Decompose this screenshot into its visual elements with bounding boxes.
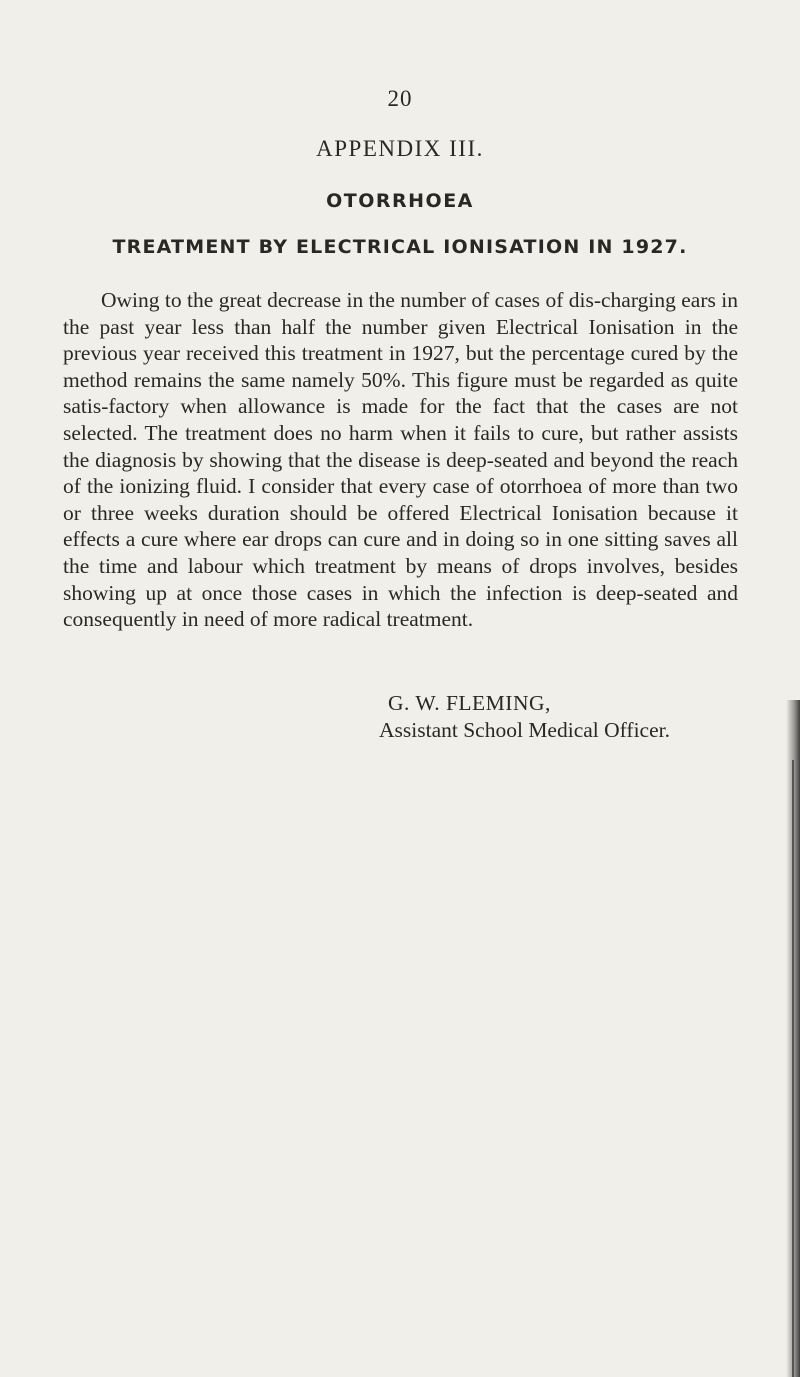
body-paragraph: Owing to the great decrease in the number of cases of dis-charging ears in the past year less than half the number given Electrical Ionisation in the previous year received this treatment in 1927, but the percentage cured by the method remains the same namely 50%. This figure must be regarded as quite satis-factory when allowance is made for the fact that the cases are not selected. The treatment does no harm when it fails to cure, but rather assists the diagnosis by showing that the disease is deep-seated and beyond the reach of the ionizing fluid. I consider that every case of otorrhoea of more than two or three weeks duration should be offered Electrical Ionisation because it effects a cure where ear drops can cure and in doing so in one sitting saves all the time and labour which treatment by means of drops involves, besides showing up at once those cases in which the infection is deep-seated and consequently in need of more radical treatment.: [63, 288, 738, 632]
appendix-heading: APPENDIX III.: [316, 136, 484, 161]
section-subheading: TREATMENT BY ELECTRICAL IONISATION IN 1927.: [112, 236, 688, 258]
page-edge-line: [792, 760, 794, 1377]
page-number: 20: [387, 86, 413, 111]
subject-heading: OTORRHOEA: [326, 190, 474, 212]
signatory-title: Assistant School Medical Officer.: [379, 717, 670, 742]
signatory-name: G. W. FLEMING,: [388, 691, 551, 715]
signature-block: [379, 690, 759, 743]
